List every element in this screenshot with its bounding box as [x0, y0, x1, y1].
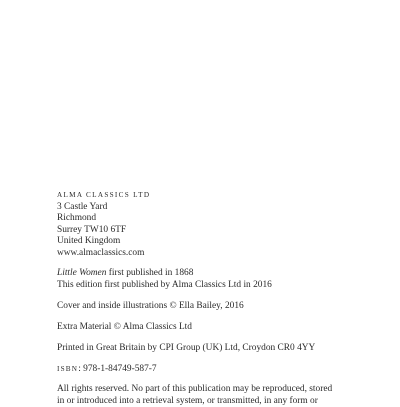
isbn-label: ISBN: [57, 365, 79, 373]
rights-line-2: in or introduced into a retrieval system, or transmitted, in any form or: [57, 395, 318, 406]
book-title: Little Women: [57, 268, 107, 278]
illustrations-text: Cover and inside illustrations © Ella Bailey, 2016: [57, 301, 244, 311]
publisher-block: [57, 190, 397, 260]
rights-line-1: All rights reserved. No part of this publication may be reproduced, stored: [57, 384, 333, 394]
publisher-website: www.almaclassics.com: [57, 247, 145, 258]
extra-material-text: Extra Material © Alma Classics Ltd: [57, 322, 192, 332]
rights-block: [57, 384, 397, 407]
extra-material-credit: [57, 322, 397, 334]
edition-block: [57, 268, 397, 291]
first-published-text: first published in 1868: [106, 268, 194, 278]
address-line-1: 3 Castle Yard: [57, 201, 108, 212]
illustrations-credit: [57, 301, 397, 313]
isbn-value: : 978-1-84749-587-7: [78, 364, 157, 374]
this-edition-line: This edition first published by Alma Classics Ltd in 2016: [57, 279, 272, 290]
first-published-line: [57, 268, 397, 280]
printed-text: Printed in Great Britain by CPI Group (UK) Ltd, Croydon CR0 4YY: [57, 343, 316, 353]
isbn-block: [57, 364, 397, 376]
publisher-name: ALMA CLASSICS LTD: [57, 191, 151, 199]
address-line-3: Surrey TW10 6TF: [57, 224, 127, 235]
address-line-4: United Kingdom: [57, 236, 121, 247]
address-line-2: Richmond: [57, 213, 97, 224]
isbn-line: [57, 364, 397, 376]
printer-credit: [57, 343, 397, 355]
